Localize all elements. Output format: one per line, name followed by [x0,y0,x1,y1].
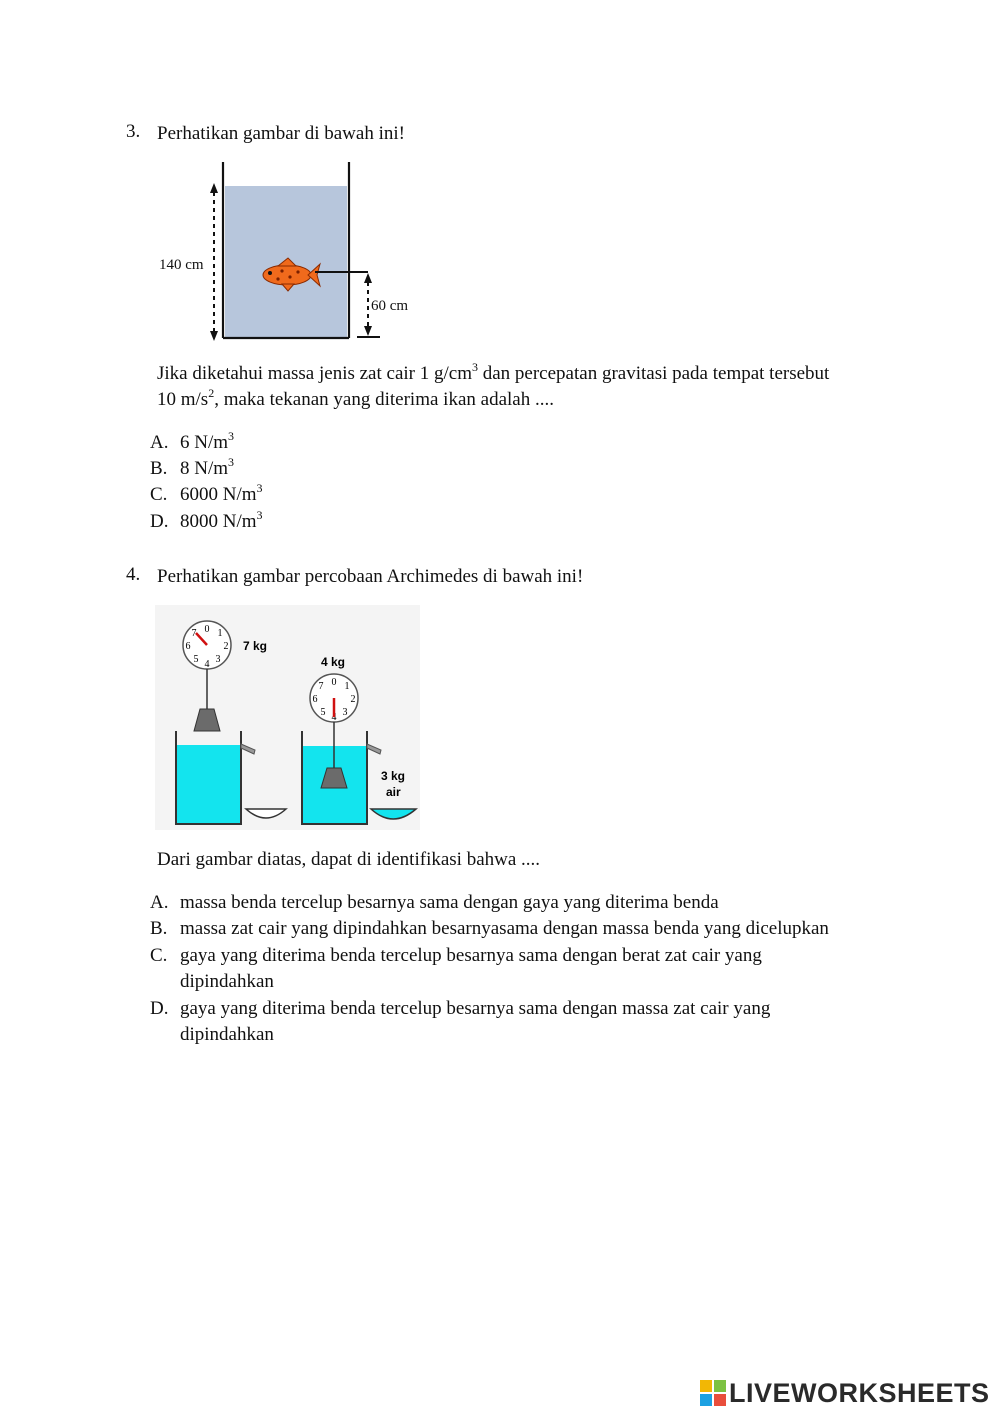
liveworksheets-logo-icon [700,1380,726,1406]
option-text: 6 N/m [180,432,229,453]
displaced-mass-label: 3 kg [381,769,406,783]
dial-number: 5 [320,707,326,718]
option-text: massa benda tercelup besarnya sama dengan gaya yang diterima benda [180,892,719,913]
q3-text-part: , maka tekanan yang diterima ikan adalah .... [214,389,554,410]
dial-number: 5 [193,654,199,665]
option-sup: 3 [256,507,263,522]
dial-number: 4 [331,712,337,723]
q3-option-d[interactable] [150,509,263,535]
q3-option-c[interactable] [150,482,263,508]
option-text: massa zat cair yang dipindahkan besarnyasama dengan massa benda yang dicelupkan [180,918,829,939]
option-sup: 3 [256,480,263,495]
option-text: 8000 N/m [180,511,257,532]
question-3-prompt: Perhatikan gambar di bawah ini! [157,123,405,144]
option-text: gaya yang diterima benda tercelup besarnya sama dengan massa zat cair yang [180,998,771,1019]
q4-option-d[interactable] [150,996,770,1048]
total-height-arrow-bottom [210,331,218,341]
question-3-number: 3. [126,121,141,142]
dial-number: 7 [191,628,197,639]
question-4-prompt: Perhatikan gambar percobaan Archimedes di bawah ini! [157,566,584,587]
option-sup: 3 [228,428,235,443]
option-text: 6000 N/m [180,484,257,505]
total-height-arrow-top [210,183,218,193]
dial-number: 0 [331,677,337,688]
option-text-continued: dipindahkan [180,971,274,992]
option-letter: D. [150,511,169,532]
option-text-continued: dipindahkan [180,1024,274,1045]
option-letter: B. [150,918,168,939]
displaced-air-label: air [386,785,401,799]
option-letter: A. [150,432,169,453]
dial-number: 4 [204,659,210,670]
left-mass-label: 7 kg [243,639,268,653]
dial-number: 2 [350,694,356,705]
option-letter: D. [150,998,169,1019]
question-3-text-line-2 [157,387,554,413]
q3-option-b[interactable] [150,456,234,482]
q3-text-part: dan percepatan gravitasi pada tempat tersebut [477,363,830,384]
q3-option-a[interactable] [150,430,234,456]
depth-arrow-bottom [364,326,372,336]
option-letter: A. [150,892,169,913]
dial-number: 6 [185,641,191,652]
question-4-text: Dari gambar diatas, dapat di identifikasi bahwa .... [157,849,541,870]
right-spring-scale [310,674,358,723]
archimedes-experiment-figure [155,605,420,830]
left-tank-water [176,745,241,824]
q3-text-part: 10 m/s [157,389,209,410]
option-text: gaya yang diterima benda tercelup besarnya sama dengan berat zat cair yang [180,945,762,966]
q3-text-part: Jika diketahui massa jenis zat cair 1 g/cm [157,363,472,384]
q4-option-a[interactable] [150,890,719,916]
question-4-number: 4. [126,564,141,585]
dial-number: 3 [215,654,221,665]
dial-number: 1 [344,681,350,692]
fish-tank-figure [150,158,430,348]
left-spring-scale [183,621,231,670]
depth-label: 60 cm [371,298,409,314]
option-text: 8 N/m [180,458,229,479]
dial-number: 3 [342,707,348,718]
q4-option-b[interactable] [150,916,829,942]
dial-number: 6 [312,694,318,705]
dial-number: 1 [217,628,223,639]
q4-option-c[interactable] [150,943,762,995]
right-mass-label: 4 kg [321,655,346,669]
option-sup: 3 [228,454,235,469]
option-letter: C. [150,484,168,505]
question-3-text-line-1 [157,361,829,387]
depth-arrow-top [364,273,372,283]
q3-text-sup: 2 [208,385,215,400]
option-letter: B. [150,458,168,479]
brand-wordmark: LIVEWORKSHEETS [729,1377,990,1408]
total-height-label: 140 cm [159,257,204,273]
liveworksheets-logo [700,1376,990,1410]
dial-number: 0 [204,624,210,635]
dial-number: 2 [223,641,229,652]
q3-text-sup: 3 [471,359,478,374]
option-letter: C. [150,945,168,966]
dial-number: 7 [318,681,324,692]
